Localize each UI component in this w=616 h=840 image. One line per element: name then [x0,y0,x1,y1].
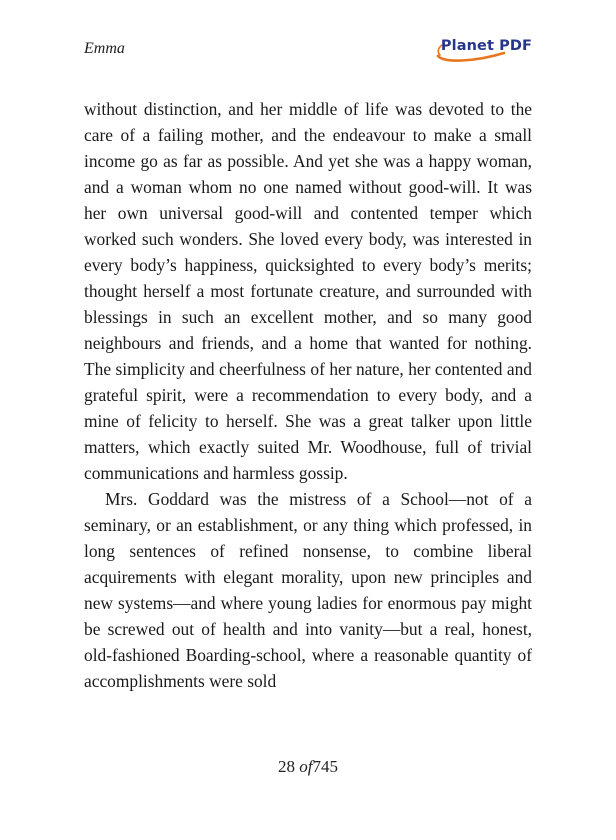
paragraph: without distinction, and her middle of life was devoted to the care of a failing mother, and the endeavour to make a small income go as far as possible. And yet she was a happy woman, and a woman whom no one named without good-will. It was her own universal good-will and contented temper which worked such wonders. She loved every body, was interested in every body’s happiness, quicksighted to every body’s merits; thought herself a most fortunate creature, and surrounded with blessings in such an excellent mother, and so many good neighbours and friends, and a home that wanted for nothing. The simplicity and cheerfulness of her nature, her contented and grateful spirit, were a recommendation to every body, and a mine of felicity to herself. She was a great talker upon little matters, which exactly suited Mr. Woodhouse, full of trivial communications and harmless gossip. [84,99,532,483]
planet-pdf-logo [432,36,532,64]
running-title: Emma [84,40,125,57]
total-pages: 745 [312,757,338,776]
of-label: of [299,757,313,776]
paragraph: Mrs. Goddard was the mistress of a School—not of a seminary, or an establishment, or any thing which professed, in long sentences of refined nonsense, to combine liberal acquirements with elegant morality, upon new principles and new systems—and where young ladies for enormous pay might be screwed out of health and into vanity—but a real, honest, old-fashioned Boarding-school, where a reasonable quantity of accomplishments were sold [84,489,532,691]
logo-text: Planet PDF [440,38,532,54]
page-header [84,36,532,64]
page-number-footer [0,757,616,777]
current-page-number: 28 [278,757,295,776]
body-text [84,96,532,694]
